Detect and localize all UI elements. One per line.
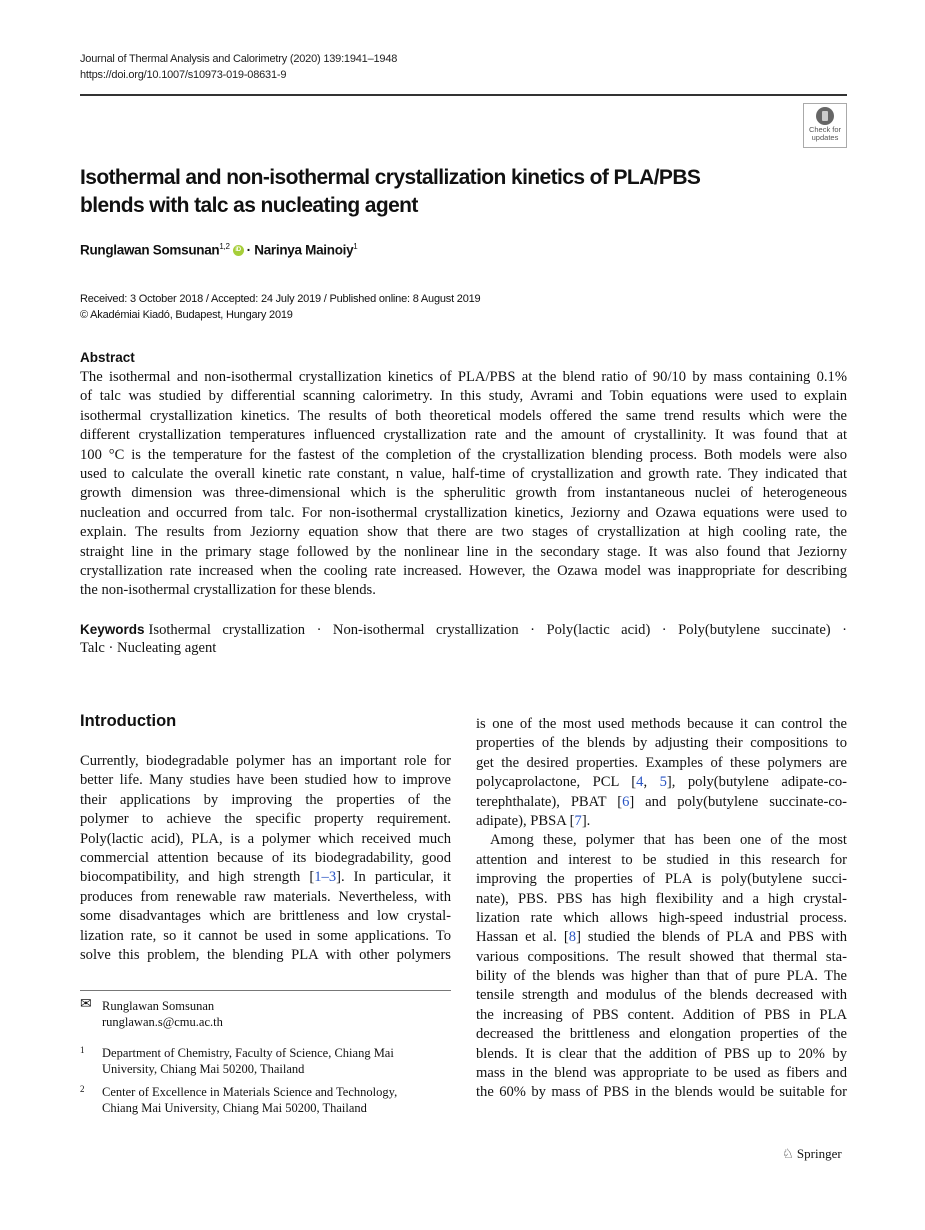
check-for-updates-badge[interactable] (803, 103, 847, 148)
citation-link[interactable]: 7 (574, 812, 582, 829)
keywords-text: Isothermal crystallization · Non-isothermal crystallization · Poly(lactic acid) · Poly(butylene succinate) · (148, 622, 847, 638)
springer-horse-icon: ♘ (782, 1146, 794, 1161)
text-line: nucleation and occurred from talc. For non-isothermal crystallization kinetics, Jeziorny and Ozawa equations were used to (80, 504, 847, 521)
copyright-line: © Akadémiai Kiadó, Budapest, Hungary 2019 (80, 309, 293, 321)
text-line: various compositions. The result showed that thermal sta- (476, 948, 847, 965)
journal-citation: Journal of Thermal Analysis and Calorimetry (2020) 139:1941–1948 (80, 53, 398, 65)
text-line: lization rate, so it cannot be used in some applications. To (80, 927, 451, 944)
text-line: get the desired properties. Examples of these polymers are (476, 754, 847, 771)
author-affil-sup: 1,2 (219, 242, 230, 251)
text-line: some disadvantages which are brittleness and low crystal- (80, 908, 451, 925)
text-line: attention and interest to be studied in this research for (476, 851, 847, 868)
text-line: isothermal crystallization kinetics. The results of both theoretical models offered the same trend results which were the (80, 407, 847, 424)
keywords-line: Talc · Nucleating agent (80, 640, 217, 657)
text-line: Among these, polymer that has been one of the most (490, 832, 847, 849)
title-line: blends with talc as nucleating agent (80, 194, 418, 217)
citation-link[interactable]: 8 (568, 929, 577, 946)
text-line: Currently, biodegradable polymer has an important role for (80, 753, 451, 769)
intro-right-column (476, 715, 847, 1103)
citation-link[interactable]: 6 (622, 793, 630, 810)
text-line: adipate), PBSA [7]. (476, 812, 591, 829)
text-line: better life. Many studies have been studied how to improve (80, 772, 451, 789)
paper-title (80, 164, 700, 220)
text-line: the 60% by mass of PBS in the blends would be suitable for (476, 1084, 847, 1101)
doi-link[interactable]: https://doi.org/10.1007/s10973-019-08631-9 (80, 69, 287, 81)
text-line: nate), PBS. PBS has high flexibility and a high crystal- (476, 890, 847, 907)
text-line: commercial attention because of its biodegradability, good (80, 849, 451, 866)
text-line: improving the properties of PLA is poly(butylene succi- (476, 871, 847, 888)
keywords-line (80, 620, 847, 639)
text-line: the non-isothermal crystallization for these blends. (80, 582, 376, 599)
citation-link[interactable]: 5 (659, 774, 667, 791)
keywords (80, 620, 847, 659)
text-line: straight line in the primary stage followed by the nonlinear line in the secondary stage. It was also found that Jeziorny (80, 543, 847, 560)
corresponding-email[interactable]: runglawan.s@cmu.ac.th (102, 1015, 223, 1029)
publisher-logo (782, 1146, 842, 1162)
affil-line: Chiang Mai University, Chiang Mai 50200, Thailand (102, 1101, 367, 1115)
author-list (80, 242, 357, 258)
author-name[interactable]: Narinya Mainoiy (254, 242, 354, 258)
affil-number: 1 (80, 1045, 85, 1055)
text-line: lization rate which allows high-speed industrial process. (476, 909, 847, 926)
text-line: mass in the blend was appropriate to be used as fibers and (476, 1065, 847, 1082)
bookmark-icon (816, 107, 834, 125)
affil-number: 2 (80, 1084, 85, 1094)
abstract-heading: Abstract (80, 350, 135, 365)
text-line: crystallization rate increased when the cooling rate increased. However, the Ozawa model was inappropriate for describing (80, 562, 847, 579)
text-line: produces from renewable raw materials. Nevertheless, with (80, 888, 451, 905)
text-line: polymer to achieve the specific property requirement. (80, 811, 451, 828)
text-line: Poly(lactic acid), PLA, is a polymer which received much (80, 830, 451, 847)
text-line: of talc was studied by differential scanning calorimetry. In this study, Avrami and Tobin equations were used to explain (80, 388, 847, 405)
citation-link[interactable]: 4 (636, 774, 644, 791)
abstract-body (80, 368, 847, 601)
check-updates-line2: updates (811, 133, 839, 142)
text-line: The isothermal and non-isothermal crystallization kinetics of PLA/PBS at the blend ratio of 90/10 by mass containing 0.1% (80, 369, 847, 385)
author-affil-sup: 1 (353, 242, 358, 251)
text-line: terephthalate), PBAT [6] and poly(butylene succinate-co- (476, 793, 847, 810)
text-line: their applications by improving the properties of the (80, 791, 451, 808)
text-line: blends. It is clear that the addition of PBS up to 20% by (476, 1045, 847, 1062)
text-line: bility of the blends was higher than that of pure PLA. The (476, 968, 847, 985)
text-line: decreased the brittleness and elongation properties of the (476, 1026, 847, 1043)
header-rule (80, 94, 847, 96)
orcid-icon[interactable]: iD (233, 245, 244, 256)
publication-dates (80, 291, 480, 323)
publisher-name: Springer (796, 1146, 842, 1161)
citation-link[interactable]: 1–3 (314, 869, 337, 886)
intro-left-column (80, 752, 451, 965)
text-line: used to calculate the overall kinetic rate constant, n value, half-time of crystallization and growth rate. They indicated that (80, 465, 847, 482)
text-line: the increasing of PBS content. Addition of PBS in PLA (476, 1006, 847, 1023)
affil-line: University, Chiang Mai 50200, Thailand (102, 1062, 305, 1076)
text-line: tensile strength and modulus of the blends decreased with (476, 987, 847, 1004)
text-line: explain. The results from Jeziorny equation show that there are two stages of crystallization at high cooling rate, the (80, 524, 847, 541)
journal-header (80, 51, 397, 83)
check-updates-line1: Check for (808, 125, 842, 134)
affiliation-1 (80, 1045, 394, 1077)
section-heading-introduction: Introduction (80, 712, 177, 730)
text-line: polycaprolactone, PCL [4, 5], poly(butylene adipate-co- (476, 774, 847, 791)
author-name[interactable]: Runglawan Somsunan (80, 242, 220, 258)
text-line: biocompatibility, and high strength [1–3]. In particular, it (80, 869, 451, 886)
text-line: is one of the most used methods because it can control the (476, 716, 847, 732)
title-line: Isothermal and non-isothermal crystallization kinetics of PLA/PBS (80, 166, 701, 189)
author-separator: · (246, 242, 251, 258)
dates-line: Received: 3 October 2018 / Accepted: 24 July 2019 / Published online: 8 August 2019 (80, 293, 481, 305)
affil-line: Center of Excellence in Materials Science and Technology, (102, 1085, 398, 1099)
text-line: 100 °C is the temperature for the fastest of the completion of the crystallization blending process. Both models were also (80, 446, 847, 463)
text-line: Hassan et al. [8] studied the blends of PLA and PBS with (476, 929, 847, 946)
text-line: properties of the blends by adjusting their compositions to (476, 735, 847, 752)
envelope-icon: ✉ (80, 997, 92, 1012)
affil-line: Department of Chemistry, Faculty of Science, Chiang Mai (102, 1046, 394, 1060)
keywords-label: Keywords (80, 622, 145, 637)
affiliation-2 (80, 1084, 397, 1116)
footnote-rule (80, 990, 451, 991)
text-line: growth dimension was three-dimensional which is the spherulitic growth from instantaneous nuclei of heterogeneous (80, 485, 847, 502)
corresponding-author (80, 998, 223, 1030)
corresponding-name: Runglawan Somsunan (102, 999, 215, 1013)
text-line: different crystallization temperatures influenced crystallization rate and the amount of crystallinity. It was found that at (80, 427, 847, 444)
text-line: solve this problem, the blending PLA with other polymers (80, 946, 451, 963)
